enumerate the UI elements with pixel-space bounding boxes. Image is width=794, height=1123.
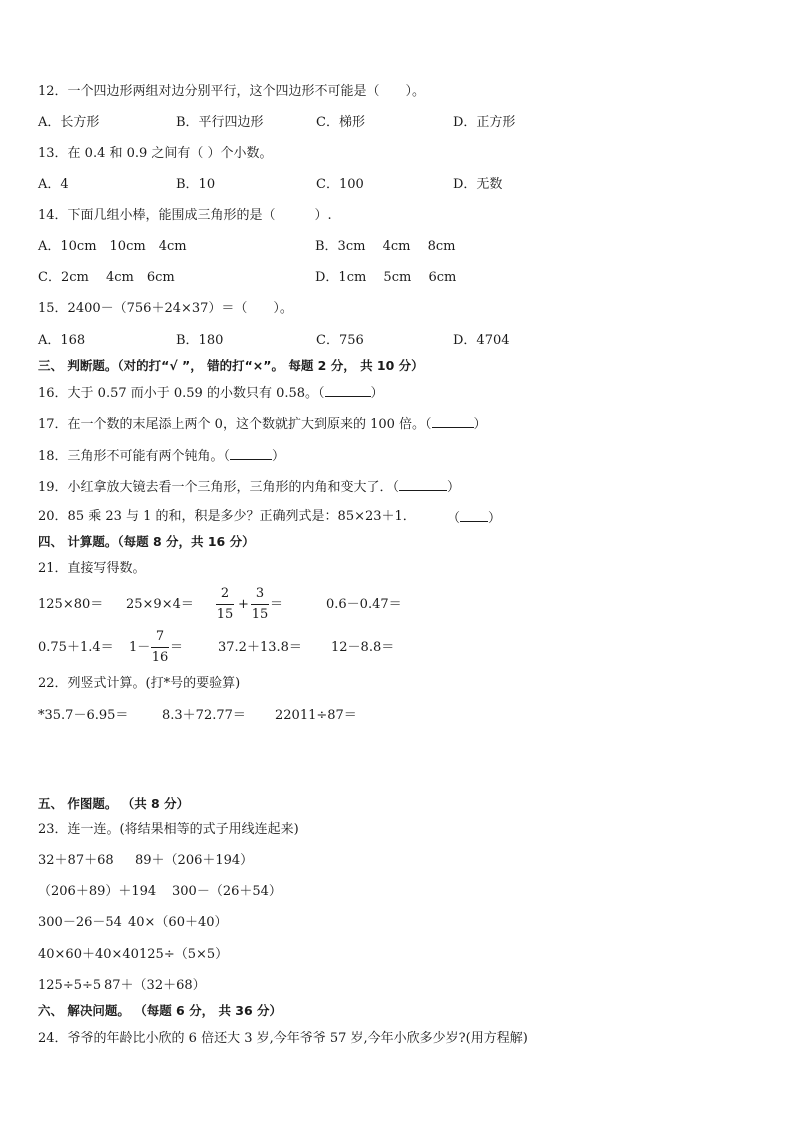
q17-answer-blank[interactable] — [432, 414, 474, 428]
q14-option-d: D．1cm 5cm 6cm — [315, 270, 457, 285]
q21-expr-2: 25×9×4＝ — [126, 597, 194, 612]
q13-option-c: C．100 — [316, 177, 364, 192]
q12-option-b: B．平行四边形 — [176, 115, 264, 130]
fraction-bar — [151, 647, 169, 648]
q21-expr-4: 0.6－0.47＝ — [326, 597, 402, 612]
q21-fraction-3-numerator: 7 — [155, 629, 165, 644]
q12-option-a: A．长方形 — [38, 115, 100, 130]
section3-heading: 三、 判断题。（对的打“√ ”， 错的打“×”。 每题 2 分， 共 10 分） — [38, 358, 424, 373]
q14-stem: 14．下面几组小棒，能围成三角形的是（ ）. — [38, 208, 332, 223]
q23-left-2[interactable]: （206＋89）＋194 — [38, 884, 157, 899]
q15-option-d: D．4704 — [453, 333, 510, 348]
q21-fraction-2-numerator: 3 — [255, 586, 265, 601]
q19 — [38, 477, 460, 497]
q22-item-1: *35.7－6.95＝ — [38, 708, 129, 723]
q17 — [38, 414, 487, 434]
q22-title: 22．列竖式计算。(打*号的要验算) — [38, 676, 241, 691]
q21-equals-2: ＝ — [170, 640, 184, 655]
q22-item-3: 22011÷87＝ — [275, 708, 357, 723]
q20-answer — [447, 508, 501, 528]
q19-text: 19．小红拿放大镜去看一个三角形，三角形的内角和变大了．（ — [38, 480, 400, 495]
q20-text: 20．85 乘 23 与 1 的和，积是多少？正确列式是：85×23＋1． — [38, 509, 416, 524]
q21-expr-8: 12－8.8＝ — [331, 640, 395, 655]
q16-answer-blank[interactable] — [325, 383, 371, 397]
q13-option-a: A．4 — [38, 177, 69, 192]
q21-fraction-1 — [216, 586, 234, 623]
q20 — [38, 508, 416, 526]
q15-option-c: C．756 — [316, 333, 364, 348]
q18-text: 18．三角形不可能有两个钝角。（ — [38, 449, 231, 464]
q14-option-c: C．2cm 4cm 6cm — [38, 270, 175, 285]
section5-heading: 五、 作图题。 （共 8 分） — [38, 796, 190, 811]
q18 — [38, 446, 285, 466]
q17-text: 17．在一个数的末尾添上两个 0，这个数就扩大到原来的 100 倍。（ — [38, 417, 432, 432]
q21-expr-5: 0.75＋1.4＝ — [38, 640, 114, 655]
q23-right-5[interactable]: 87＋（32＋68） — [104, 978, 206, 993]
q21-equals-1: ＝ — [270, 597, 284, 612]
q23-left-3[interactable]: 300－26－54 — [38, 915, 122, 930]
q14-option-a: A．10cm 10cm 4cm — [38, 239, 187, 254]
q21-fraction-3 — [151, 629, 169, 666]
q20-answer-blank[interactable] — [460, 508, 488, 522]
q21-title: 21．直接写得数。 — [38, 561, 146, 576]
q13-stem: 13．在 0.4 和 0.9 之间有（ ）个小数。 — [38, 146, 273, 161]
q16 — [38, 383, 384, 403]
q21-plus-sign: + — [238, 597, 249, 612]
q16-text: 16．大于 0.57 而小于 0.59 的小数只有 0.58。（ — [38, 386, 325, 401]
q23-right-4[interactable]: 125÷（5×5） — [139, 947, 229, 962]
fraction-bar — [216, 604, 234, 605]
q15-option-a: A．168 — [38, 333, 86, 348]
fraction-bar — [251, 604, 269, 605]
q21-fraction-1-denominator: 15 — [216, 607, 234, 622]
q22-item-2: 8.3＋72.77＝ — [162, 708, 246, 723]
q13-option-b: B．10 — [176, 177, 216, 192]
q14-option-b: B．3cm 4cm 8cm — [315, 239, 456, 254]
q13-option-d: D．无数 — [453, 177, 503, 192]
q19-answer-blank[interactable] — [399, 477, 447, 491]
q23-left-5[interactable]: 125÷5÷5 — [38, 978, 102, 993]
q21-fraction-2-denominator: 15 — [251, 607, 269, 622]
q18-answer-blank[interactable] — [230, 446, 272, 460]
q23-right-2[interactable]: 300－（26＋54） — [172, 884, 282, 899]
q21-fraction-1-numerator: 2 — [220, 586, 230, 601]
q18-close: ） — [272, 449, 286, 464]
section4-heading: 四、 计算题。（每题 8 分，共 16 分） — [38, 534, 255, 549]
q21-expr-7: 37.2＋13.8＝ — [218, 640, 302, 655]
q23-right-1[interactable]: 89＋（206＋194） — [135, 853, 254, 868]
q21-fraction-3-denominator: 16 — [151, 650, 169, 665]
q19-close: ） — [447, 480, 461, 495]
q23-left-4[interactable]: 40×60＋40×40 — [38, 947, 139, 962]
q15-stem: 15．2400－（756＋24×37）＝（ ）。 — [38, 301, 293, 316]
q24-text: 24．爷爷的年龄比小欣的 6 倍还大 3 岁,今年爷爷 57 岁,今年小欣多少岁?(用方程解) — [38, 1031, 528, 1046]
q23-left-1[interactable]: 32＋87＋68 — [38, 853, 114, 868]
q12-option-d: D．正方形 — [453, 115, 516, 130]
q20-open: （ — [447, 511, 461, 526]
q12-stem: 12．一个四边形两组对边分别平行，这个四边形不可能是（ ）。 — [38, 84, 426, 99]
q20-close: ） — [488, 511, 502, 526]
q21-expr-6-prefix: 1－ — [129, 640, 151, 655]
q17-close: ） — [473, 417, 487, 432]
q12-option-c: C．梯形 — [316, 115, 365, 130]
q23-title: 23．连一连。(将结果相等的式子用线连起来) — [38, 822, 299, 837]
q15-option-b: B．180 — [176, 333, 224, 348]
section6-heading: 六、 解决问题。 （每题 6 分， 共 36 分） — [38, 1003, 283, 1018]
q21-fraction-2 — [251, 586, 269, 623]
q16-close: ） — [370, 386, 384, 401]
q23-right-3[interactable]: 40×（60＋40） — [128, 915, 228, 930]
q21-expr-1: 125×80＝ — [38, 597, 104, 612]
